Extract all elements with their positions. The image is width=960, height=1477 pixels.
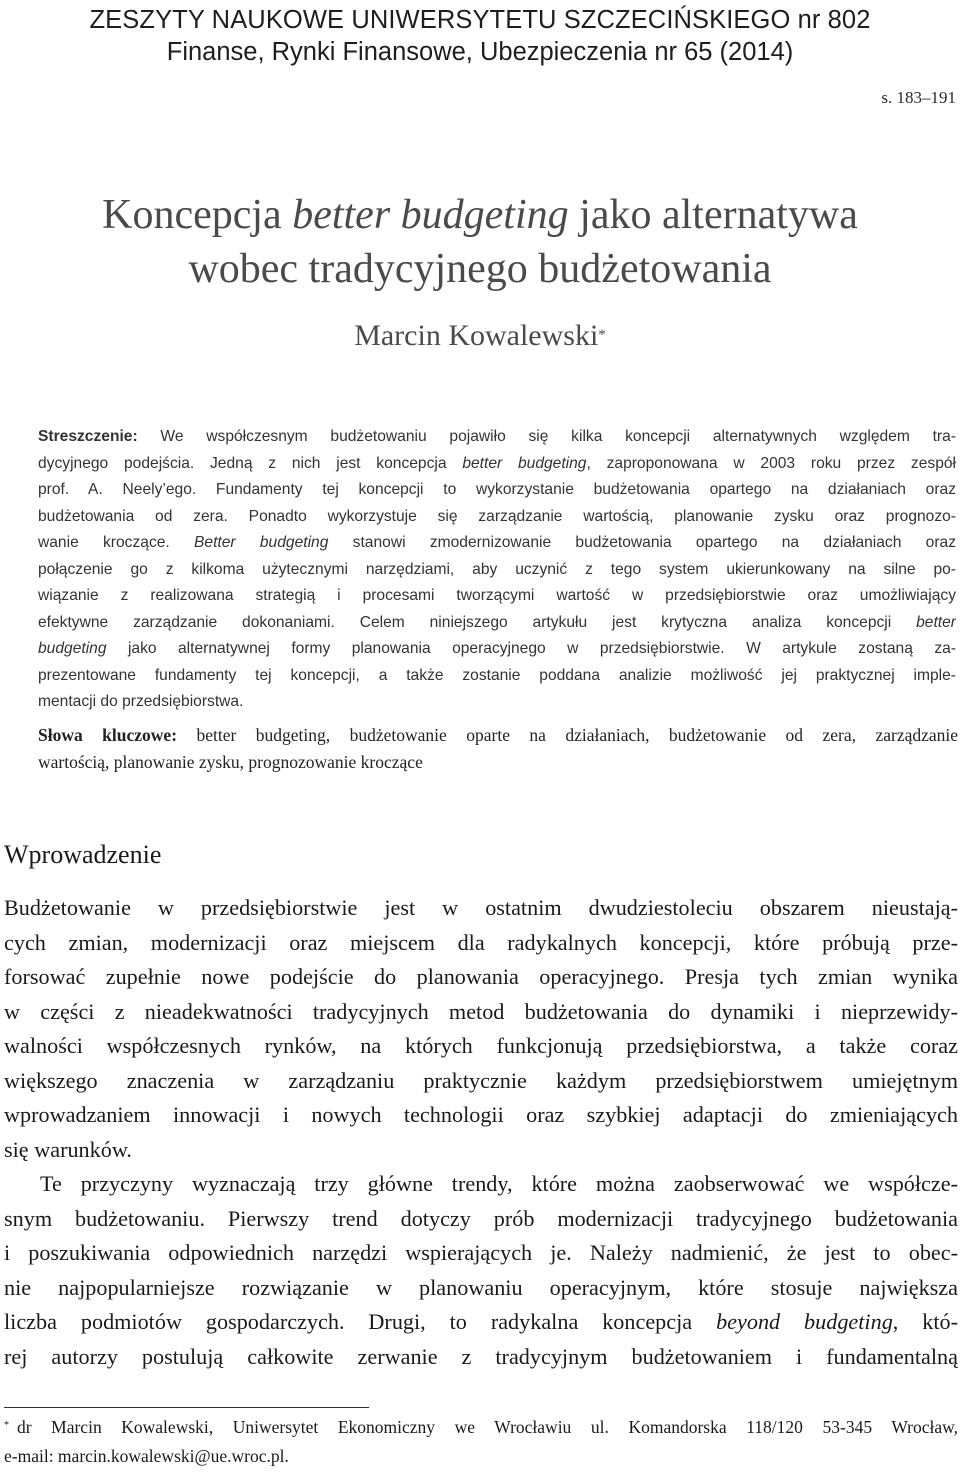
section-heading: Wprowadzenie (4, 840, 162, 869)
title-line-2: wobec tradycyjnego budżetowania (188, 246, 772, 292)
footnote-line: e-mail: marcin.kowalewski@ue.wroc.pl. (4, 1446, 289, 1466)
footnote-line: * dr Marcin Kowalewski, Uniwersytet Ekonomiczny we Wrocławiu ul. Komandorska 118/120 53-345 Wrocław, (4, 1417, 958, 1437)
body-line: się warunków. (4, 1136, 132, 1162)
body-line: cych zmian, modernizacji oraz miejscem dla radykalnych koncepcji, które próbują prze- (4, 929, 958, 955)
title-line-1: Koncepcja better budgeting jako alternatywa (102, 192, 858, 238)
journal-series: Finanse, Rynki Finansowe, Ubezpieczenia nr 65 (2014) (166, 38, 794, 66)
body-paragraph-1 (4, 891, 958, 1167)
footnote-divider (4, 1407, 369, 1408)
body-paragraph-2 (4, 1167, 958, 1374)
body-line: nie najpopularniejsze rozwiązanie w planowaniu operacyjnym, które stosuje największa (4, 1274, 958, 1300)
keywords-line: wartością, planowanie zysku, prognozowanie kroczące (38, 752, 423, 772)
keywords-label: Słowa kluczowe: (38, 725, 178, 745)
author-footnote-marker: * (598, 327, 606, 343)
abstract-label: Streszczenie: (38, 428, 138, 445)
abstract-line: prezentowane fundamenty tej koncepcji, a także zostanie poddana analizie możliwość jej praktycznej imple- (38, 666, 956, 684)
body-line: Budżetowanie w przedsiębiorstwie jest w ostatnim dwudziestoleciu obszarem nieustają- (4, 895, 958, 920)
article-title (0, 188, 960, 296)
body-line: liczba podmiotów gospodarczych. Drugi, to radykalna koncepcja beyond budgeting, któ- (4, 1309, 958, 1334)
page-range: s. 183–191 (881, 88, 956, 107)
abstract-line: dycyjnego podejścia. Jedną z nich jest koncepcja better budgeting, zaproponowana w 2003 roku przez zespół (38, 454, 956, 472)
body-line: forsować zupełnie nowe podejście do planowania operacyjnego. Presja tych zmian wynika (4, 964, 958, 989)
abstract-line: budgeting jako alternatywnej formy planowania operacyjnego w przedsiębiorstwie. W artykule zostaną za- (38, 640, 956, 657)
abstract (38, 424, 956, 716)
abstract-line: budżetowania od zera. Ponadto wykorzystuje się zarządzanie wartością, planowanie zysku oraz prognozo- (38, 507, 956, 525)
body-line: i poszukiwania odpowiednich narzędzi wspierających je. Należy nadmienić, że jest to obec- (4, 1240, 958, 1265)
abstract-line: wanie kroczące. Better budgeting stanowi zmodernizowanie budżetowania opartego na działaniach oraz (38, 534, 956, 551)
body-line: rej autorzy postulują całkowite zerwanie z tradycyjnym budżetowaniem i fundamentalną (4, 1343, 958, 1369)
title-italic-term: better budgeting (292, 192, 569, 238)
footnote (4, 1413, 958, 1471)
body-line: większego znaczenia w zarządzaniu praktycznie każdym przedsiębiorstwem umiejętnym (4, 1067, 958, 1093)
keywords-line: Słowa kluczowe: better budgeting, budżetowanie oparte na działaniach, budżetowanie od zera, zarządzanie (38, 725, 958, 745)
abstract-line: wiązanie z realizowana strategią i procesami tworzącymi wartość w przedsiębiorstwie oraz umożliwiający (38, 587, 956, 604)
abstract-line: mentacji do przedsiębiorstwa. (38, 693, 244, 710)
body-line: wprowadzaniem innowacji i nowych technologii oraz szybkiej adaptacji do zmieniających (4, 1102, 958, 1127)
author-name: Marcin Kowalewski* (354, 319, 606, 352)
abstract-line: połączenie go z kilkoma użytecznymi narzędziami, aby uczynić z tego system ukierunkowany na silne po- (38, 560, 956, 578)
body-line: Te przyczyny wyznaczają trzy główne trendy, które można zaobserwować we współcze- (40, 1171, 958, 1196)
body-line: walności współczesnych rynków, na których funkcjonują przedsiębiorstwa, a także coraz (4, 1033, 958, 1058)
footnote-marker: * (4, 1420, 9, 1431)
journal-name: ZESZYTY NAUKOWE UNIWERSYTETU SZCZECIŃSKIEGO nr 802 (89, 6, 871, 34)
abstract-line: prof. A. Neely’ego. Fundamenty tej koncepcji to wykorzystanie budżetowania opartego na działaniach oraz (38, 481, 956, 498)
abstract-line: Streszczenie: We współczesnym budżetowaniu pojawiło się kilka koncepcji alternatywnych względem tra- (38, 428, 956, 445)
body-line: snym budżetowaniu. Pierwszy trend dotyczy prób modernizacji tradycyjnego budżetowania (4, 1205, 958, 1231)
keywords (38, 722, 958, 776)
abstract-line: efektywne zarządzanie dokonaniami. Celem niniejszego artykułu jest krytyczna analiza koncepcji better (38, 613, 956, 631)
body-line: w części z nieadekwatności tradycyjnych metod budżetowania do dynamiki i nieprzewidy- (4, 998, 958, 1024)
